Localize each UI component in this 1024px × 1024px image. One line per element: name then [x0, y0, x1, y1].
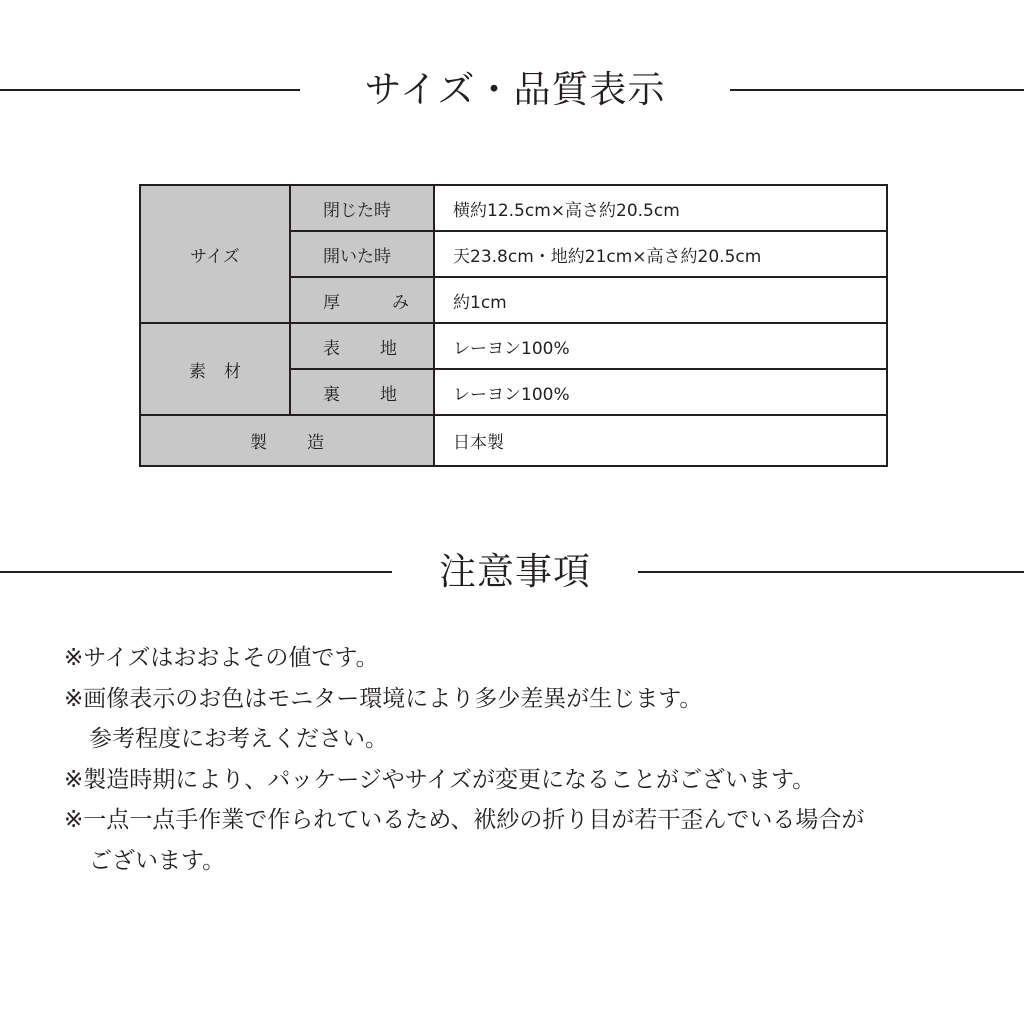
spec-table — [139, 184, 888, 467]
manufacture-label-char1: 製 — [250, 433, 267, 453]
closed-label: 閉じた時 — [290, 185, 434, 231]
outer-value: レーヨン100% — [434, 323, 887, 369]
heading-rule-right — [730, 89, 1024, 91]
material-label-char1: 素 — [189, 361, 206, 382]
heading-rule-left — [0, 571, 392, 573]
thickness-label-char2: み — [392, 292, 409, 313]
manufacture-value: 日本製 — [434, 415, 887, 466]
table-row — [140, 185, 887, 231]
outer-label — [290, 323, 434, 369]
lining-label — [290, 369, 434, 415]
material-label-char2: 材 — [224, 361, 241, 382]
note-line: ございます。 — [89, 847, 226, 874]
open-value: 天23.8cm・地約21cm×高さ約20.5cm — [434, 231, 887, 277]
heading-rule-right — [638, 571, 1024, 573]
note-line: ※画像表示のお色はモニター環境により多少差異が生じます。 — [64, 685, 703, 712]
note-line: 参考程度にお考えください。 — [89, 726, 388, 752]
note-line: ※製造時期により、パッケージやサイズが変更になることがございます。 — [64, 766, 816, 793]
material-label — [140, 323, 290, 415]
manufacture-label-char2: 造 — [307, 433, 324, 453]
size-quality-heading — [0, 60, 1024, 120]
thickness-value: 約1cm — [434, 277, 887, 323]
thickness-label — [290, 277, 434, 323]
size-label: サイズ — [140, 185, 290, 323]
outer-label-char1: 表 — [323, 338, 340, 359]
note-line: ※一点一点手作業で作られているため、袱紗の折り目が若干歪んでいる場合が — [64, 807, 865, 833]
table-row — [140, 415, 887, 466]
outer-label-char2: 地 — [380, 338, 397, 359]
notes-title: 注意事項 — [439, 550, 591, 593]
heading-rule-left — [0, 89, 300, 91]
lining-label-char2: 地 — [380, 384, 397, 405]
note-line: ※サイズはおおよその値です。 — [64, 645, 379, 671]
notes-heading — [0, 542, 1024, 602]
table-row — [140, 323, 887, 369]
size-quality-title: サイズ・品質表示 — [364, 68, 666, 111]
manufacture-label — [140, 415, 434, 466]
thickness-label-char1: 厚 — [323, 292, 340, 313]
open-label: 開いた時 — [290, 231, 434, 277]
lining-value: レーヨン100% — [434, 369, 887, 415]
closed-value: 横約12.5cm×高さ約20.5cm — [434, 185, 887, 231]
lining-label-char1: 裏 — [323, 384, 340, 405]
notes-list — [64, 638, 1004, 881]
